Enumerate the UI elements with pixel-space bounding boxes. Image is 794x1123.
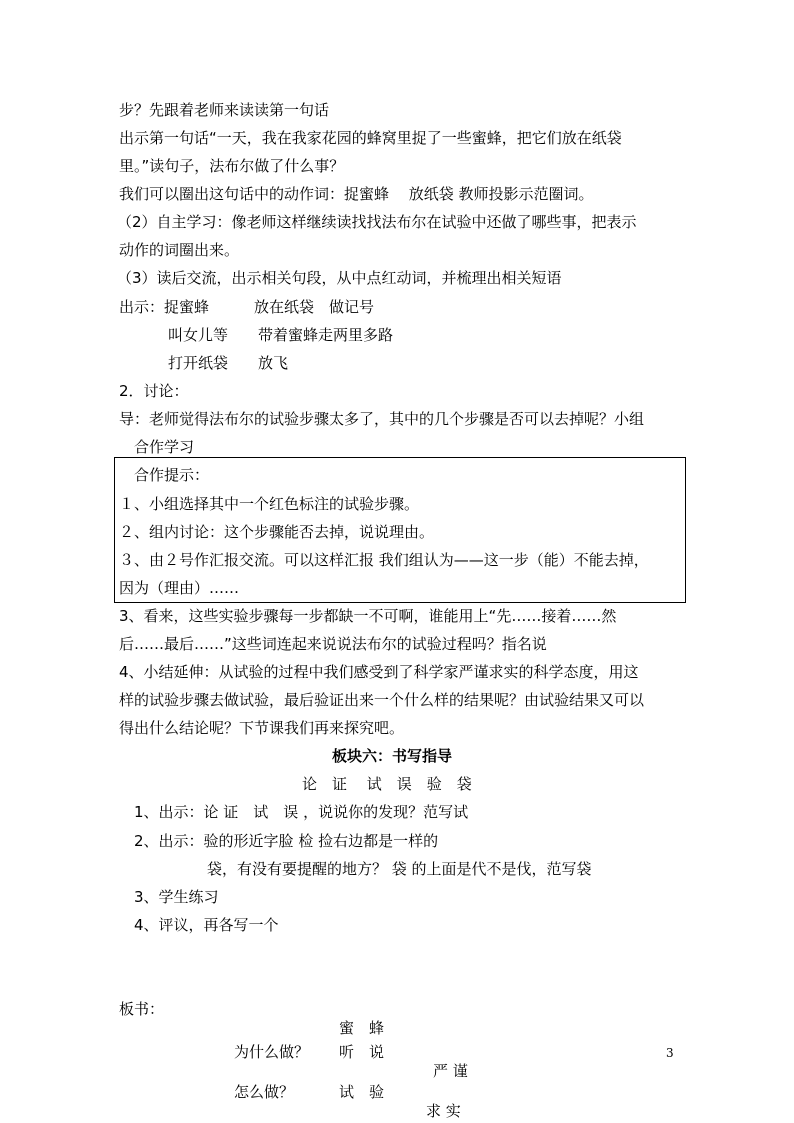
- text-line-8: 出示：捉蜜蜂 放在纸袋 做记号: [119, 298, 375, 316]
- page-number: 3: [666, 1046, 674, 1060]
- section-item-3: 袋，有没有要提醒的地方？ 袋 的上面是代不是伐，范写袋: [207, 860, 592, 878]
- text-line-5: （2）自主学习：像老师这样继续读找找法布尔在试验中还做了哪些事，把表示: [117, 213, 637, 231]
- board-why: 为什么做？: [234, 1043, 310, 1061]
- section-title: 板块六：书写指导: [332, 747, 453, 765]
- text-line-3: 里。”读句子，法布尔做了什么事？: [119, 157, 345, 175]
- text-line-6: 动作的词圈出来。: [119, 241, 240, 259]
- section-item-4: 3、学生练习: [134, 888, 219, 906]
- text-line-9: 叫女儿等 带着蜜蜂走两里多路: [168, 326, 394, 344]
- tips-item-3: ３、由２号作汇报交流。可以这样汇报 我们组认为——这一步（能）不能去掉，: [119, 551, 649, 569]
- text-line-18: 得出什么结论呢？下节课我们再来探究吧。: [119, 719, 405, 737]
- section-chars: 论 证 试 误 验 袋: [302, 775, 472, 793]
- board-bee: 蜜 蜂: [339, 1019, 385, 1037]
- text-line-10: 打开纸袋 放飞: [168, 354, 289, 372]
- board-label: 板书：: [119, 1000, 165, 1018]
- text-line-7: （3）读后交流，出示相关句段，从中点红动词，并梳理出相关短语: [117, 269, 562, 287]
- text-line-16: 4、小结延伸：从试验的过程中我们感受到了科学家严谨求实的科学态度，用这: [119, 663, 639, 681]
- text-line-11: 2．讨论：: [119, 382, 189, 400]
- tips-item-4: 因为（理由）……: [119, 579, 240, 597]
- board-listen: 听 说: [339, 1043, 385, 1061]
- text-line-2: 出示第一句话“一天，我在我家花园的蜂窝里捉了一些蜜蜂，把它们放在纸袋: [119, 129, 622, 147]
- text-line-14: 3、看来，这些实验步骤每一步都缺一不可啊，谁能用上“先……接着……然: [119, 607, 617, 625]
- board-test: 试 验: [339, 1083, 385, 1101]
- tips-item-1: １、小组选择其中一个红色标注的试验步骤。: [119, 495, 420, 513]
- section-item-5: 4、评议，再各写一个: [134, 916, 279, 934]
- board-truth: 求 实: [426, 1102, 461, 1120]
- text-line-1: 步？先跟着老师来读读第一句话: [119, 101, 330, 119]
- section-item-2: 2、出示：验的形近字脸 检 捡右边都是一样的: [134, 832, 439, 850]
- text-line-17: 样的试验步骤去做试验，最后验证出来一个什么样的结果呢？由试验结果又可以: [119, 691, 645, 709]
- tips-title: 合作提示：: [134, 466, 210, 484]
- board-strict: 严 谨: [433, 1062, 468, 1080]
- text-line-15: 后……最后……”这些词连起来说说法布尔的试验过程吗？指名说: [119, 635, 547, 653]
- tips-item-2: ２、组内讨论：这个步骤能否去掉，说说理由。: [119, 523, 435, 541]
- text-line-4: 我们可以圈出这句话中的动作词：捉蜜蜂 放纸袋 教师投影示范圈词。: [119, 185, 594, 203]
- text-line-12: 导：老师觉得法布尔的试验步骤太多了，其中的几个步骤是否可以去掉呢？小组: [119, 410, 645, 428]
- text-line-13: 合作学习: [134, 438, 195, 456]
- section-item-1: 1、出示：论 证 试 误 ，说说你的发现？范写试: [134, 803, 469, 821]
- board-how: 怎么做？: [234, 1083, 295, 1101]
